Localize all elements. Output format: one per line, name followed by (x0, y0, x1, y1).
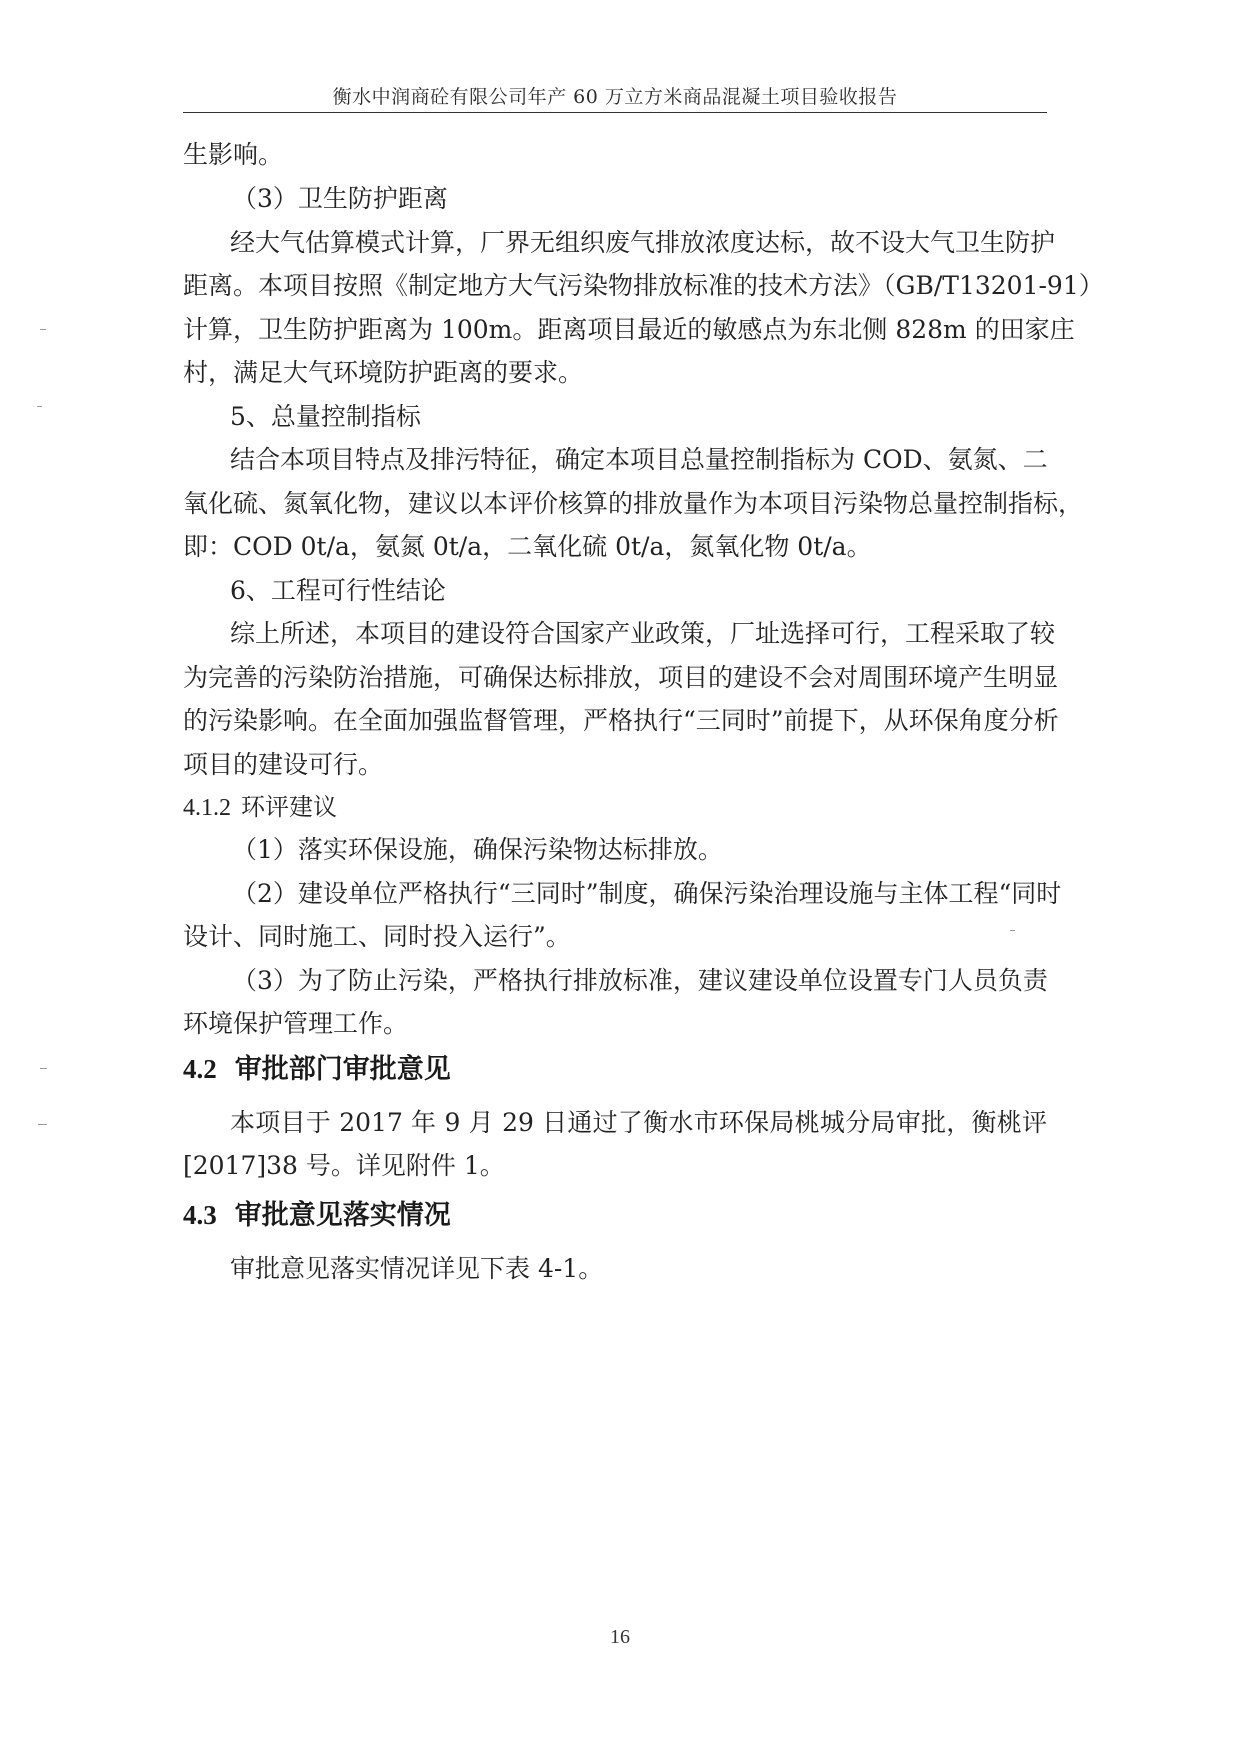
body-line: 即：COD 0t/a，氨氮 0t/a，二氧化硫 0t/a，氮氧化物 0t/a。 (183, 532, 872, 561)
subsection-number: 4.1.2 (183, 795, 231, 821)
scan-speck (1010, 930, 1015, 931)
body-line: 项目的建设可行。 (183, 750, 384, 779)
body-line: 综上所述，本项目的建设符合国家产业政策，厂址选择可行，工程采取了较 (230, 619, 1056, 648)
scan-speck (37, 406, 42, 407)
subsection-heading-4-1-2 (183, 791, 337, 824)
scan-speck (38, 1124, 47, 1125)
section-title: 审批部门审批意见 (234, 1054, 451, 1085)
body-line: 距离。本项目按照《制定地方大气污染物排放标准的技术方法》（GB/T13201-91） (183, 271, 1104, 300)
suggestion-line: 设计、同时施工、同时投入运行”。 (183, 922, 571, 951)
page-header-title: 衡水中润商砼有限公司年产 60 万立方米商品混凝土项目验收报告 (332, 86, 898, 108)
body-line: 的污染影响。在全面加强监督管理，严格执行“三同时”前提下，从环保角度分析 (183, 706, 1059, 735)
body-line: 结合本项目特点及排污特征，确定本项目总量控制指标为 COD、氨氮、二 (230, 445, 1048, 474)
header-rule (183, 112, 1047, 113)
item-heading-feasibility: 6、工程可行性结论 (230, 576, 446, 605)
body-line: 为完善的污染防治措施，可确保达标排放，项目的建设不会对周围环境产生明显 (183, 663, 1059, 692)
body-line: 审批意见落实情况详见下表 4-1。 (230, 1254, 604, 1283)
body-line: 计算，卫生防护距离为 100m。距离项目最近的敏感点为东北侧 828m 的田家庄 (183, 315, 1075, 344)
section-heading-4-2 (183, 1052, 451, 1087)
body-line: 经大气估算模式计算，厂界无组织废气排放浓度达标，故不设大气卫生防护 (230, 228, 1056, 257)
section-title: 审批意见落实情况 (234, 1200, 451, 1231)
scan-speck (40, 1068, 47, 1069)
suggestion-line: （1）落实环保设施，确保污染物达标排放。 (232, 835, 723, 864)
body-line: 生影响。 (183, 140, 284, 169)
section-number: 4.3 (183, 1200, 217, 1230)
item-heading-total-control: 5、总量控制指标 (230, 402, 421, 431)
page-number: 16 (610, 1626, 630, 1648)
body-line: [2017]38 号。详见附件 1。 (183, 1151, 505, 1180)
section-number: 4.2 (183, 1054, 217, 1084)
suggestion-line: （2）建设单位严格执行“三同时”制度，确保污染治理设施与主体工程“同时 (232, 879, 1062, 908)
body-line: 氧化硫、氮氧化物，建议以本评价核算的排放量作为本项目污染物总量控制指标， (183, 489, 1084, 518)
body-line: 村，满足大气环境防护距离的要求。 (183, 358, 584, 387)
section-heading-4-3 (183, 1198, 451, 1233)
body-line: 本项目于 2017 年 9 月 29 日通过了衡水市环保局桃城分局审批，衡桃评 (230, 1108, 1047, 1137)
item-heading-health-protection: （3）卫生防护距离 (232, 184, 448, 213)
suggestion-line: （3）为了防止污染，严格执行排放标准，建议建设单位设置专门人员负责 (232, 966, 1048, 995)
scan-speck (40, 329, 46, 330)
subsection-title: 环评建议 (241, 793, 337, 821)
suggestion-line: 环境保护管理工作。 (183, 1009, 409, 1038)
